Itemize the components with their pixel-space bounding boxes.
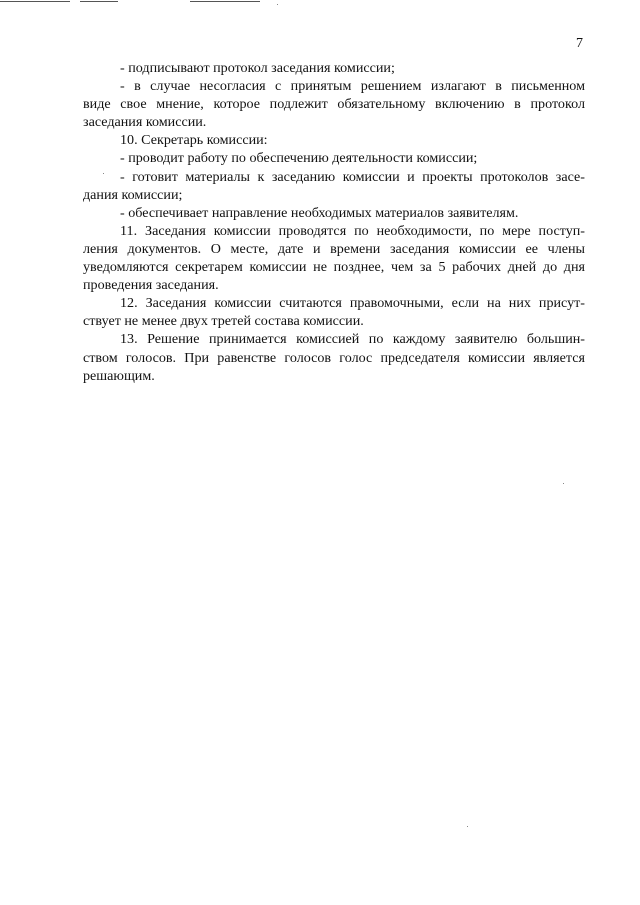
text-line: 10. Секретарь комиссии: bbox=[120, 132, 268, 149]
text-line: ством голосов. При равенстве голосов голос председателя комиссии является bbox=[83, 349, 585, 366]
text-line: дания комиссии; bbox=[83, 186, 183, 203]
text-line: ствует не менее двух третей состава комиссии. bbox=[83, 313, 364, 330]
text-line: - проводит работу по обеспечению деятельности комиссии; bbox=[120, 150, 478, 167]
scan-edge-mark bbox=[0, 1, 70, 2]
text-line: 13. Решение принимается комиссией по каждому заявителю большин- bbox=[120, 331, 585, 348]
scan-speck bbox=[277, 4, 278, 5]
text-line: виде свое мнение, которое подлежит обязательному включению в протокол bbox=[83, 96, 585, 113]
scan-edge-mark bbox=[80, 1, 118, 2]
scan-speck bbox=[563, 483, 564, 484]
page-number: 7 bbox=[576, 36, 583, 51]
text-line: проведения заседания. bbox=[83, 277, 219, 294]
text-line: 11. Заседания комиссии проводятся по необходимости, по мере поступ- bbox=[120, 222, 585, 239]
text-line: - в случае несогласия с принятым решением излагают в письменном bbox=[120, 78, 585, 95]
text-line: ления документов. О месте, дате и времени заседания комиссии ее члены bbox=[83, 240, 585, 257]
text-line: 12. Заседания комиссии считаются правомочными, если на них присут- bbox=[120, 295, 585, 312]
scan-speck bbox=[467, 826, 468, 827]
text-line: - готовит материалы к заседанию комиссии и проекты протоколов засе- bbox=[120, 168, 585, 185]
text-line: - обеспечивает направление необходимых материалов заявителям. bbox=[120, 204, 519, 221]
document-body bbox=[83, 59, 585, 385]
text-line: решающим. bbox=[83, 367, 155, 384]
text-line: заседания комиссии. bbox=[83, 114, 207, 131]
scan-edge-mark bbox=[190, 1, 260, 2]
text-line: - подписывают протокол заседания комиссии; bbox=[120, 60, 395, 76]
text-line: уведомляются секретарем комиссии не позднее, чем за 5 рабочих дней до дня bbox=[83, 259, 585, 276]
